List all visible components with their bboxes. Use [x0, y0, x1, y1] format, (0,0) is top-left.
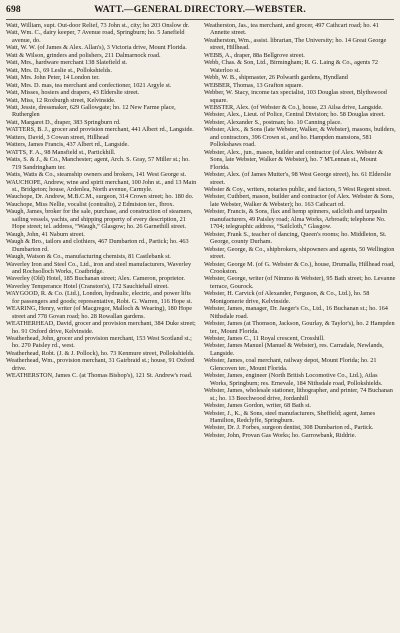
- directory-entry: Webster, James, wholesale stationer, lithographer, and printer, 74 Buchanan st.; ho. 13 Beechwood drive, Jordanhill: [204, 387, 393, 402]
- directory-entry: Wauchope, Miss Nellie, vocalist (contralto), 2 Edmiston ter., Ibrox.: [6, 200, 175, 208]
- directory-entry: Webster, James, coal merchant, railway depot, Mount Florida; ho. 21 Glencoven ter., Mount Florida.: [204, 357, 377, 372]
- directory-entry: Watt, Miss, 12 Roxburgh street, Kelvinside.: [6, 96, 116, 104]
- directory-entry: Webster, Frank S., teacher of dancing, Queen's rooms; ho. Middleton, St. George, county Durham.: [204, 230, 387, 246]
- directory-entry: Webster, H. Carvick (of Alexander, Ferguson, & Co., Ltd.), ho. 58 Montgomerie drive, Kelvinside.: [204, 290, 370, 305]
- directory-entry: Webster, George M. (of G. Webster & Co.), house, Drumalla, Hillhead road, Crookston.: [204, 260, 395, 275]
- directory-entry: Waverley Temperance Hotel (Cranston's), 172 Sauchiehall street.: [6, 282, 169, 290]
- directory-entry: Watt, Mrs. D., 69 Leslie st., Pollokshields.: [6, 66, 112, 74]
- directory-entry: Weatherston, Jas., tea merchant, and grocer, 497 Cathcart road; ho. 41 Annette street.: [204, 22, 379, 37]
- directory-entry: Waugh, Watson & Co., manufacturing chemists, 81 Castlebank st.: [6, 253, 171, 261]
- directory-entry: WEBSTER, Alex. (of Webster & Co.), house, 23 Ailsa drive, Langside.: [204, 103, 383, 111]
- directory-entry: WAUCHOPE, Andrew, wine and spirit merchant, 100 John st., and 13 Main st., Bridgeton; house, Ardenlea, North avenue, Carmyle.: [6, 178, 197, 193]
- directory-entry: WAYGOOD, R. & Co. (Ltd.), London, hydraulic, electric, and power lifts for passengers and goods; representative, Robt. G. Warren, 116 Hope st.: [6, 290, 193, 305]
- directory-entry: Watt, Misses, hosiers and drapers, 43 Elderslie street.: [6, 89, 140, 97]
- directory-entry: Watt, W. W. (of James & Alex. Allan's), 3 Victoria drive, Mount Florida.: [6, 44, 187, 52]
- directory-entry: WEBBER, Thomas, 13 Grafton square.: [204, 81, 303, 89]
- directory-entry: Watt & Wilson, grinders and polishers, 211 Dalmarnock road.: [6, 51, 161, 59]
- right-column: [204, 22, 396, 630]
- directory-entry: Webster, James C., 11 Royal crescent, Crosshill.: [204, 335, 325, 343]
- directory-entry: Webster, Alexander S., postman; ho. 10 Canning place.: [204, 118, 342, 126]
- directory-entry: WATTS, F. A., 98 Mansfield st., Partickhill.: [6, 148, 116, 156]
- directory-entry: Webster, James, engineer (North British Locomotive Co., Ltd.), Atlas Works, Springburn; res. Ernevale, 184 Nithsdale road, Pollokshields.: [204, 372, 383, 387]
- directory-entry: Weatherhead, John, grocer and provision merchant, 153 West Scotland st.; ho. 270 Paisley rd., west.: [6, 335, 192, 350]
- directory-entry: Webster, James Gordon, writer, 68 Bath st.: [204, 402, 311, 410]
- directory-columns: [6, 22, 396, 630]
- directory-entry: Webster, Francis, & Sons, flax and hemp spinners, sailcloth and tarpaulin manufacturers, 49 Paisley road; Alma Works, Arbroath; telephone No. 1704; telegraphic address, “Sailcloth,” Glasgow.: [204, 208, 388, 231]
- directory-entry: Weatherhead, Wm., provision merchant, 31 Gairbraid st.; house, 91 Oxford drive.: [6, 357, 195, 372]
- directory-entry: Watters, David, 3 Cowan street, Hillhead: [6, 133, 109, 141]
- directory-entry: Webster, Dr. J. Forbes, surgeon dentist, 308 Dumbarton rd., Partick.: [204, 424, 374, 432]
- directory-entry: Watt, Mrs. John Peter, 14 London ter.: [6, 74, 100, 82]
- directory-entry: Webb, W. B., shipmaster, 26 Polwarth gardens, Hyndland: [204, 74, 348, 82]
- directory-entry: Watt, Margaret D., draper, 383 Springburn rd.: [6, 118, 121, 126]
- directory-entry: Watt, Mrs., hardware merchant 138 Slatefield st.: [6, 59, 128, 67]
- directory-entry: Waugh & Bro., tailors and clothiers, 467 Dumbarton rd., Partick; ho. 463 Dumbarton rd.: [6, 238, 189, 253]
- directory-entry: Weatherhead, Robt. (J. & J. Pollock), ho. 73 Kenmure street, Pollokshields.: [6, 349, 195, 357]
- directory-entry: Watt, Jessie, dressmaker, 629 Gallowgate; ho. 12 New Farme place, Rutherglen: [6, 103, 176, 119]
- directory-entry: Webber, W. Stacy, income tax specialist, 103 Douglas street, Blythswood square.: [204, 89, 387, 104]
- directory-entry: Webster, James Manuel (Manuel & Webster), res. Carradale, Newlands, Langside.: [204, 342, 384, 357]
- directory-entry: Webster, Cuthbert, mason, builder and contractor (of Alex. Webster & Sons, late Webster, Walker & Webster); ho. 163 Cathcart rd.: [204, 193, 395, 208]
- directory-entry: Webster, James, manager, Dr. Jaeger's Co., Ltd., 16 Buchanan st.; ho. 164 Nithsdale road.: [204, 305, 388, 320]
- directory-entry: Webster, James (at Thomson, Jackson, Gourlay, & Taylor's), ho. 2 Hampden ter., Mount Florida.: [204, 320, 395, 335]
- header-rule: [6, 19, 394, 20]
- directory-entry: Watters, James Francis, 437 Albert rd., Langside.: [6, 141, 129, 149]
- directory-entry: WATTERS, B. J., grocer and provision merchant, 441 Albert rd., Langside.: [6, 126, 194, 134]
- left-column: [6, 22, 198, 630]
- directory-entry: Watt, Wm. C., dairy keeper, 7 Avenue road, Springburn; ho. 5 Janefield avenue, do.: [6, 29, 185, 44]
- directory-entry: Webster, Alex. (of James Mutter's, 98 West George street), ho. 61 Elderslie street.: [204, 171, 392, 186]
- page-number: 698: [6, 5, 21, 15]
- directory-entry: Waugh, James, broker for the sale, purchase, and construction of steamers, sailing vessels, yachts, and shipping property of every description, 21 Hope street; tel. address, “Waugh,” Glasgow; ho. 26 Garnethill street.: [6, 208, 193, 231]
- directory-entry: Webster, J., K., & Sons, steel manufacturers, Sheffield; agent, James Hamilton, Redclyffe, Springburn.: [204, 409, 376, 425]
- directory-entry: Watts, Watts & Co., steamship owners and brokers, 141 West George st.: [6, 171, 187, 179]
- directory-entry: Webster, Alex., & Sons (late Webster, Walker, & Webster), masons, builders, and contractors, 396 Crown st., and ho. Hampden mansions, 581 Pollokshaws road.: [204, 126, 396, 149]
- directory-entry: Webster & Coy., writers, notaries public, and factors, 5 West Regent street.: [204, 185, 392, 193]
- directory-entry: WEATHERSTON, James C. (at Thomas Bishop's), 121 St. Andrew's road.: [6, 372, 193, 380]
- directory-entry: Watt, William, supt. Out-door Relief, 73 John st., city; ho 203 Onslow dr.: [6, 22, 190, 29]
- directory-entry: Watts, S. & J., & Co., Manchester; agent, Arch. S. Gray, 57 Miller st.; ho. 719 Sandringham ter.: [6, 156, 190, 171]
- directory-entry: Waverley Iron and Steel Co., Ltd., iron and steel manufacturers, Waverley and Rochsolloch Works, Coatbridge.: [6, 260, 192, 275]
- directory-entry: Webster, Alex., jun., mason, builder and contractor (of Alex. Webster & Sons, late Webster, Walker & Webster), ho. 7 M'Lennan st., Mount Florida.: [204, 148, 383, 171]
- directory-entry: Weatherston, Wm., assist. librarian, The University; ho. 14 Great George street, Hillhead.: [204, 36, 387, 52]
- directory-entry: Wauchope, Dr. Andrew, M.B.C.M., surgeon, 314 Crown street; ho. 180 do.: [6, 193, 194, 201]
- directory-entry: WEBB, A., draper, 88a Bellgrove street.: [204, 51, 305, 59]
- directory-entry: Webster, John, Provan Gas Works; ho. Garrowbank, Riddrie.: [204, 431, 357, 439]
- running-header: [6, 5, 394, 19]
- directory-entry: WEARING, Henry, writer (of Macgregor, Malloch & Wearing), 180 Hope street and 778 Govan road; ho. 28 Rowallan gardens.: [6, 305, 192, 320]
- running-title: WATT.—GENERAL DIRECTORY.—WEBSTER.: [94, 5, 306, 15]
- directory-entry: Webster, Alex., Lieut. of Police, Central Division; ho. 58 Douglas street.: [204, 111, 385, 119]
- directory-entry: WEATHERHEAD, David, grocer and provision merchant, 384 Duke street; ho. 91 Oxford drive, Kelvinside.: [6, 320, 196, 335]
- directory-entry: Watt, Mrs. D. mas, tea merchant and confectioner, 1021 Argyle st.: [6, 81, 172, 89]
- directory-entry: Webster, George, writer (of Nimmo & Webster), 95 Bath street; ho. Levanne terrace, Gourock.: [204, 275, 396, 290]
- directory-entry: Waugh, John, 41 Naburn street.: [6, 230, 85, 238]
- directory-entry: Webster, George, & Co., shipbrokers, shipowners and agents, 50 Wellington street.: [204, 245, 395, 261]
- directory-entry: Waverley (Old) Hotel, 185 Buchanan street; Alex. Cameron, proprietor.: [6, 275, 185, 283]
- directory-entry: Webb, Chas. & Son, Ltd., Birmingham; R. G. Laing & Co., agents 72 Waterloo st.: [204, 59, 378, 74]
